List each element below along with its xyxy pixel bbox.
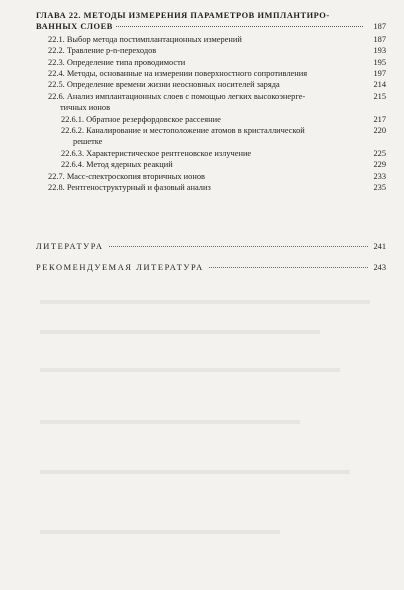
toc-entry-title: 22.6.2. Каналирование и местоположение атомов в кристаллической bbox=[61, 126, 305, 136]
recommended-page: 243 bbox=[373, 263, 386, 272]
chapter-title-line2: ВАННЫХ СЛОЕВ bbox=[36, 22, 113, 32]
toc-entry-page: 220 bbox=[373, 126, 386, 136]
toc-entry-page: 195 bbox=[373, 57, 386, 67]
toc-entry-title: 22.2. Травление p-n-переходов bbox=[48, 46, 157, 56]
toc-entry-page: 197 bbox=[373, 69, 386, 79]
literature-label: ЛИТЕРАТУРА bbox=[36, 242, 104, 251]
toc-entry bbox=[36, 91, 386, 114]
dot-leader bbox=[209, 267, 369, 268]
toc-entry-page: 193 bbox=[373, 46, 386, 56]
toc-entry-title-continuation: решетке bbox=[73, 137, 103, 147]
recommended-label: РЕКОМЕНДУЕМАЯ ЛИТЕРАТУРА bbox=[36, 263, 204, 272]
toc-entry-title: 22.5. Определение времени жизни неосновных носителей заряда bbox=[48, 80, 280, 90]
toc-entry-title: 22.3. Определение типа проводимости bbox=[48, 57, 186, 67]
toc-entry-title: 22.7. Масс-спектроскопия вторичных ионов bbox=[48, 171, 205, 181]
toc-entry bbox=[36, 79, 386, 90]
toc-entry-page: 215 bbox=[373, 91, 386, 101]
toc-entry bbox=[36, 114, 386, 125]
toc-entry-page: 214 bbox=[373, 80, 386, 90]
toc-entry bbox=[36, 34, 386, 45]
toc-entry bbox=[36, 45, 386, 56]
toc-entry-page: 187 bbox=[373, 34, 386, 44]
toc-entry-title: 22.4. Методы, основанные на измерении поверхностного сопротивления bbox=[48, 69, 308, 79]
bleed-through-text bbox=[40, 470, 350, 474]
toc-entry-page: 217 bbox=[373, 114, 386, 124]
chapter-heading bbox=[36, 10, 386, 33]
bleed-through-text bbox=[40, 300, 370, 304]
chapter-title-line2-row bbox=[36, 21, 366, 32]
bleed-through-text bbox=[40, 530, 280, 534]
toc-entry-title-continuation: тичных ионов bbox=[60, 103, 111, 113]
recommended-literature-entry bbox=[36, 263, 386, 272]
dot-leader bbox=[116, 26, 363, 27]
toc-entry bbox=[36, 125, 386, 148]
toc-entry-page: 233 bbox=[373, 171, 386, 181]
toc-entry-title: 22.6.1. Обратное резерфордовское рассеяние bbox=[61, 114, 221, 124]
toc-entry-title: 22.1. Выбор метода постимплантационных измерений bbox=[48, 34, 242, 44]
chapter-title-line1: ГЛАВА 22. МЕТОДЫ ИЗМЕРЕНИЯ ПАРАМЕТРОВ ИМПЛАНТИРО- bbox=[36, 11, 330, 20]
bleed-through-text bbox=[40, 330, 320, 334]
table-of-contents bbox=[36, 10, 386, 194]
toc-entry-page: 229 bbox=[373, 160, 386, 170]
toc-entry bbox=[36, 182, 386, 193]
toc-entry-page: 235 bbox=[373, 183, 386, 193]
toc-entry-title: 22.6.3. Характеристическое рентгеновское излучение bbox=[61, 148, 252, 158]
toc-entry-title: 22.8. Рентгеноструктурный и фазовый анализ bbox=[48, 183, 211, 193]
chapter-page-number: 187 bbox=[373, 22, 386, 32]
toc-entry-title: 22.6. Анализ имплантационных слоев с помощью легких высокоэнерге- bbox=[48, 91, 306, 101]
toc-entry bbox=[36, 159, 386, 170]
bleed-through-text bbox=[40, 420, 300, 424]
toc-entries bbox=[36, 34, 386, 194]
dot-leader bbox=[109, 246, 369, 247]
toc-entry bbox=[36, 148, 386, 159]
literature-entry bbox=[36, 242, 386, 251]
bleed-through-text bbox=[40, 368, 340, 372]
literature-page: 241 bbox=[373, 242, 386, 251]
toc-entry bbox=[36, 68, 386, 79]
toc-entry-page: 225 bbox=[373, 148, 386, 158]
toc-entry bbox=[36, 57, 386, 68]
toc-entry bbox=[36, 171, 386, 182]
toc-entry-title: 22.6.4. Метод ядерных реакций bbox=[61, 160, 173, 170]
